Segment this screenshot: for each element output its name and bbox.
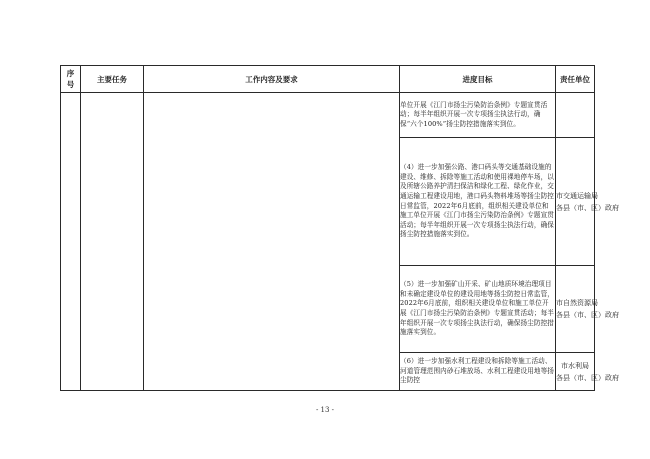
task-table xyxy=(60,65,619,391)
table-row xyxy=(61,93,595,138)
responsible-unit-name: 市自然资源局 xyxy=(556,299,598,307)
responsible-unit-name: 各县（市、区）政府 xyxy=(556,203,619,212)
page-number: - 13 - xyxy=(315,406,335,414)
responsible-unit-name: 各县（市、区）政府 xyxy=(556,373,619,382)
header-responsible-unit: 责任单位 xyxy=(556,66,595,93)
header-work-content: 工作内容及要求 xyxy=(144,66,400,93)
header-serial-line2: 号 xyxy=(66,80,75,89)
header-progress-target: 进度目标 xyxy=(400,66,556,93)
responsible-unit-cell xyxy=(556,266,619,353)
header-serial-line1: 序 xyxy=(66,69,75,78)
responsible-unit-cell xyxy=(556,138,619,266)
progress-target-cell: （5）进一步加强矿山开采、矿山地质环境治理项目和未确定建设单位的建设用地等扬尘防控日常监管，2022年6月底前，组织相关建设单位和施工单位开展《江门市扬尘污染防治条例》专题宣贯活动；每半年组织开展一次专项扬尘执法行动，确保扬尘防控措施落实到位。 xyxy=(400,266,556,353)
table-header-row xyxy=(61,66,595,93)
main-task-cell xyxy=(81,93,144,391)
progress-target-cell: （6）进一步加强水利工程建设和拆除等施工活动、河道管理范围内砂石堆放场、水利工程建设用地等扬尘防控 xyxy=(400,353,556,391)
responsible-unit-name: 市水利局 xyxy=(561,361,589,370)
header-serial-number xyxy=(61,66,81,93)
serial-number-cell xyxy=(61,93,81,391)
work-content-cell xyxy=(144,93,400,391)
responsible-unit-cell xyxy=(556,93,595,138)
header-main-task: 主要任务 xyxy=(81,66,144,93)
responsible-unit-name: 各县（市、区）政府 xyxy=(556,311,619,319)
progress-target-cell: 单位开展《江门市扬尘污染防治条例》专题宣贯活动；每半年组织开展一次专项扬尘执法行动，确保“六个100%”扬尘防控措施落实到位。 xyxy=(400,93,556,138)
progress-target-cell: （4）进一步加强公路、港口码头等交通基础设施的建设、维修、拆除等施工活动和使用裸地停车场，以及所辖公路养护清扫保洁和绿化工程、绿化作业，交通运输工程建设用地，港口码头物料堆场等扬尘防控日常监管，2022年6月底前，组织相关建设单位和施工单位开展《江门市扬尘污染防治条例》专题宣贯活动；每半年组织开展一次专项扬尘执法行动，确保扬尘防控措施落实到位。 xyxy=(400,138,556,266)
responsible-unit-name: 市交通运输局 xyxy=(556,191,598,200)
responsible-unit-cell xyxy=(556,353,619,391)
